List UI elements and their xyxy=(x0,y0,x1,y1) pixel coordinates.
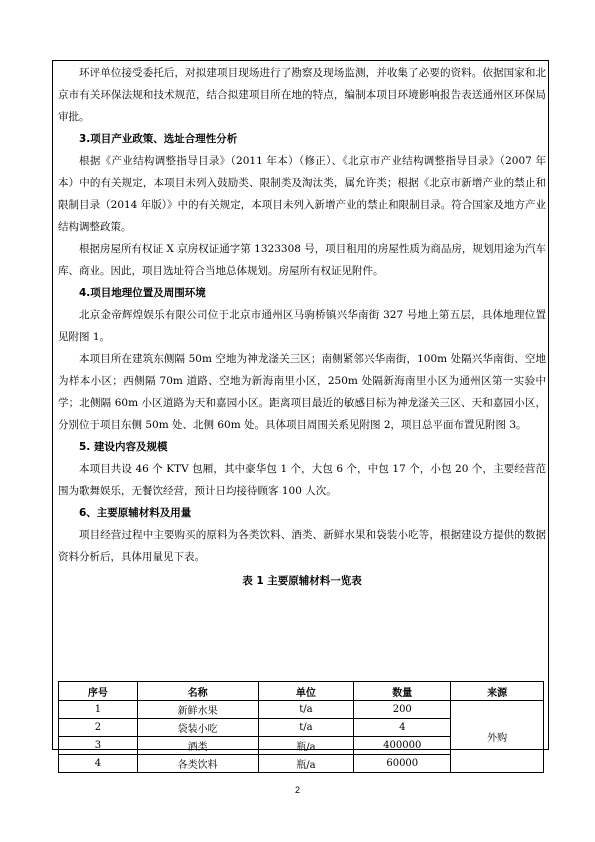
cell-no: 1 xyxy=(59,701,138,719)
paragraph: 北京金帝辉煌娱乐有限公司位于北京市通州区马驹桥镇兴华南街 327 号地上第五层，具体地理位置见附图 1。 xyxy=(58,309,546,343)
cell-name: 新鲜水果 xyxy=(137,701,258,719)
table-header-row xyxy=(59,682,544,701)
table-row xyxy=(59,701,544,719)
section-heading: 6、主要原辅材料及用量 xyxy=(79,507,192,519)
document-body xyxy=(58,62,546,592)
cell-unit: t/a xyxy=(258,719,354,737)
header-cell: 名称 xyxy=(137,682,258,701)
cell-name: 各类饮料 xyxy=(137,755,258,773)
cell-name: 袋装小吃 xyxy=(137,719,258,737)
paragraph: 本项目共设 46 个 KTV 包厢，其中豪华包 1 个，大包 6 个，中包 17 个，小包 20 个，主要经营范围为歌舞娱乐，无餐饮经营，预计日均接待顾客 100 人次。 xyxy=(58,463,546,497)
header-cell: 数量 xyxy=(354,682,451,701)
cell-unit: 瓶/a xyxy=(258,755,354,773)
header-cell: 单位 xyxy=(258,682,354,701)
paragraph: 环评单位接受委托后，对拟建项目现场进行了勘察及现场监测，并收集了必要的资料。依据国家和北京市有关环保法规和技术规范，结合拟建项目所在地的特点，编制本项目环境影响报告表送通州区环保局审批。 xyxy=(58,67,546,123)
header-cell: 来源 xyxy=(451,682,544,701)
cell-no: 3 xyxy=(59,737,138,755)
cell-unit: t/a xyxy=(258,701,354,719)
cell-unit: 瓶/a xyxy=(258,737,354,755)
cell-no: 4 xyxy=(59,755,138,773)
paragraph: 本项目所在建筑东侧隔 50m 空地为神龙滏关三区；南侧紧邻兴华南街，100m 处隔兴华南街、空地为样本小区；西侧隔 70m 道路、空地为新海南里小区，250m 处隔新海南里小区为通州区第一实验中学；北侧隔 60m 小区道路为天和嘉园小区。距离项目最近的敏感目标为神龙滏关三区、天和嘉园小区，分别位于项目东侧 50m 处、北侧 60m 处。具体项目周围关系见附图 2，项目总平面布置见附图 3。 xyxy=(58,353,546,431)
paragraph: 根据《产业结构调整指导目录》（2011 年本）（修正）、《北京市产业结构调整指导目录》（2007 年本）中的有关规定，本项目未列入鼓励类、限制类及淘汰类，属允许类；根据《北京市新增产业的禁止和限制目录（2014 年版）》中的有关规定，本项目未列入新增产业的禁止和限制目录。符合国家及地方产业结构调整政策。 xyxy=(58,155,546,233)
paragraph: 项目经营过程中主要购买的原料为各类饮料、酒类、新鲜水果和袋装小吃等，根据建设方提供的数据资料分析后，具体用量见下表。 xyxy=(58,529,546,563)
materials-table xyxy=(58,681,544,773)
section-heading: 4.项目地理位置及周围环境 xyxy=(79,287,206,299)
cell-qty: 4 xyxy=(354,719,451,737)
cell-no: 2 xyxy=(59,719,138,737)
paragraph: 根据房屋所有权证 X 京房权证通字第 1323308 号，项目租用的房屋性质为商品房，规划用途为汽车库、商业。因此，项目选址符合当地总体规划。房屋所有权证见附件。 xyxy=(58,243,546,277)
cell-source: 外购 xyxy=(451,701,544,773)
section-heading: 3.项目产业政策、选址合理性分析 xyxy=(79,133,238,145)
cell-qty: 200 xyxy=(354,701,451,719)
section-heading: 5. 建设内容及规模 xyxy=(79,441,168,453)
cell-name: 酒类 xyxy=(137,737,258,755)
cell-qty: 400000 xyxy=(354,737,451,755)
cell-qty: 60000 xyxy=(354,755,451,773)
header-cell: 序号 xyxy=(59,682,138,701)
page-number: 2 xyxy=(294,785,300,795)
table-caption: 表 1 主要原辅材料一览表 xyxy=(242,575,362,587)
